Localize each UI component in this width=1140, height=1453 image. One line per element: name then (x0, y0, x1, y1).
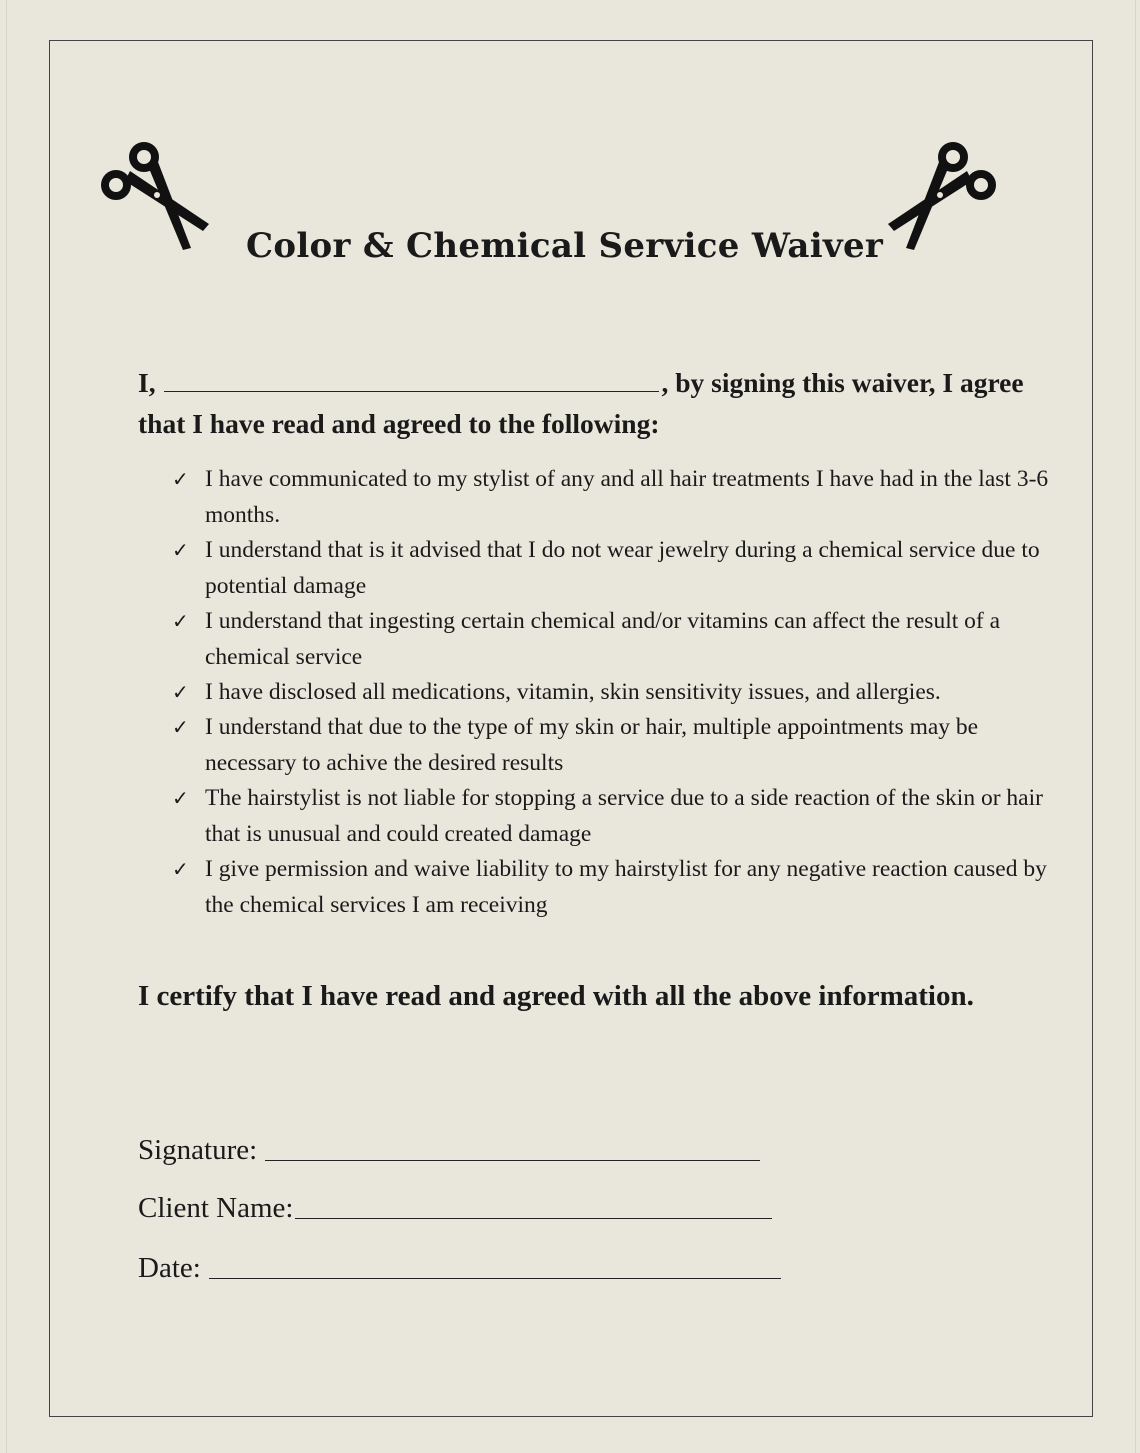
checkmark-icon: ✓ (172, 857, 189, 881)
list-item (172, 532, 1052, 604)
list-item-text: I have communicated to my stylist of any and all hair treatments I have had in the last 3-6 months. (205, 466, 1049, 528)
list-item (172, 780, 1052, 852)
checkmark-icon: ✓ (172, 786, 189, 810)
certification-statement: I certify that I have read and agreed with all the above information. (138, 980, 974, 1012)
list-item-text: I give permission and waive liability to my hairstylist for any negative reaction caused by the chemical services I am receiving (205, 856, 1047, 918)
list-item-text: The hairstylist is not liable for stopping a service due to a side reaction of the skin or hair that is unusual and could created damage (205, 785, 1043, 847)
client-name-field (138, 1192, 772, 1225)
checkmark-icon: ✓ (172, 467, 189, 491)
intro-suffix: , by signing this waiver, I agree that I have read and agreed to the following: (138, 367, 1024, 439)
list-item (172, 674, 1052, 710)
list-item (172, 603, 1052, 675)
checkmark-icon: ✓ (172, 538, 189, 562)
list-item (172, 851, 1052, 923)
list-item-text: I have disclosed all medications, vitamin, skin sensitivity issues, and allergies. (205, 679, 941, 705)
list-item-text: I understand that due to the type of my skin or hair, multiple appointments may be necessary to achive the desired results (205, 714, 979, 776)
page-title: Color & Chemical Service Waiver (246, 226, 884, 266)
list-item (172, 461, 1052, 533)
checkmark-icon: ✓ (172, 715, 189, 739)
name-blank-line[interactable] (164, 390, 659, 392)
intro-statement (138, 362, 1068, 444)
agreement-list (172, 461, 1052, 922)
date-line[interactable] (209, 1277, 781, 1279)
list-item-text: I understand that is it advised that I do not wear jewelry during a chemical service due to potential damage (205, 537, 1040, 599)
checkmark-icon: ✓ (172, 609, 189, 633)
intro-prefix: I, (138, 367, 156, 398)
date-label: Date: (138, 1252, 201, 1284)
list-item (172, 709, 1052, 781)
client-name-line[interactable] (295, 1217, 772, 1219)
list-item-text: I understand that ingesting certain chemical and/or vitamins can affect the result of a chemical service (205, 608, 1001, 670)
signature-label: Signature: (138, 1134, 258, 1166)
client-name-label: Client Name: (138, 1192, 294, 1224)
checkmark-icon: ✓ (172, 680, 189, 704)
date-field (138, 1252, 781, 1285)
signature-line[interactable] (265, 1159, 760, 1161)
signature-field (138, 1134, 760, 1167)
